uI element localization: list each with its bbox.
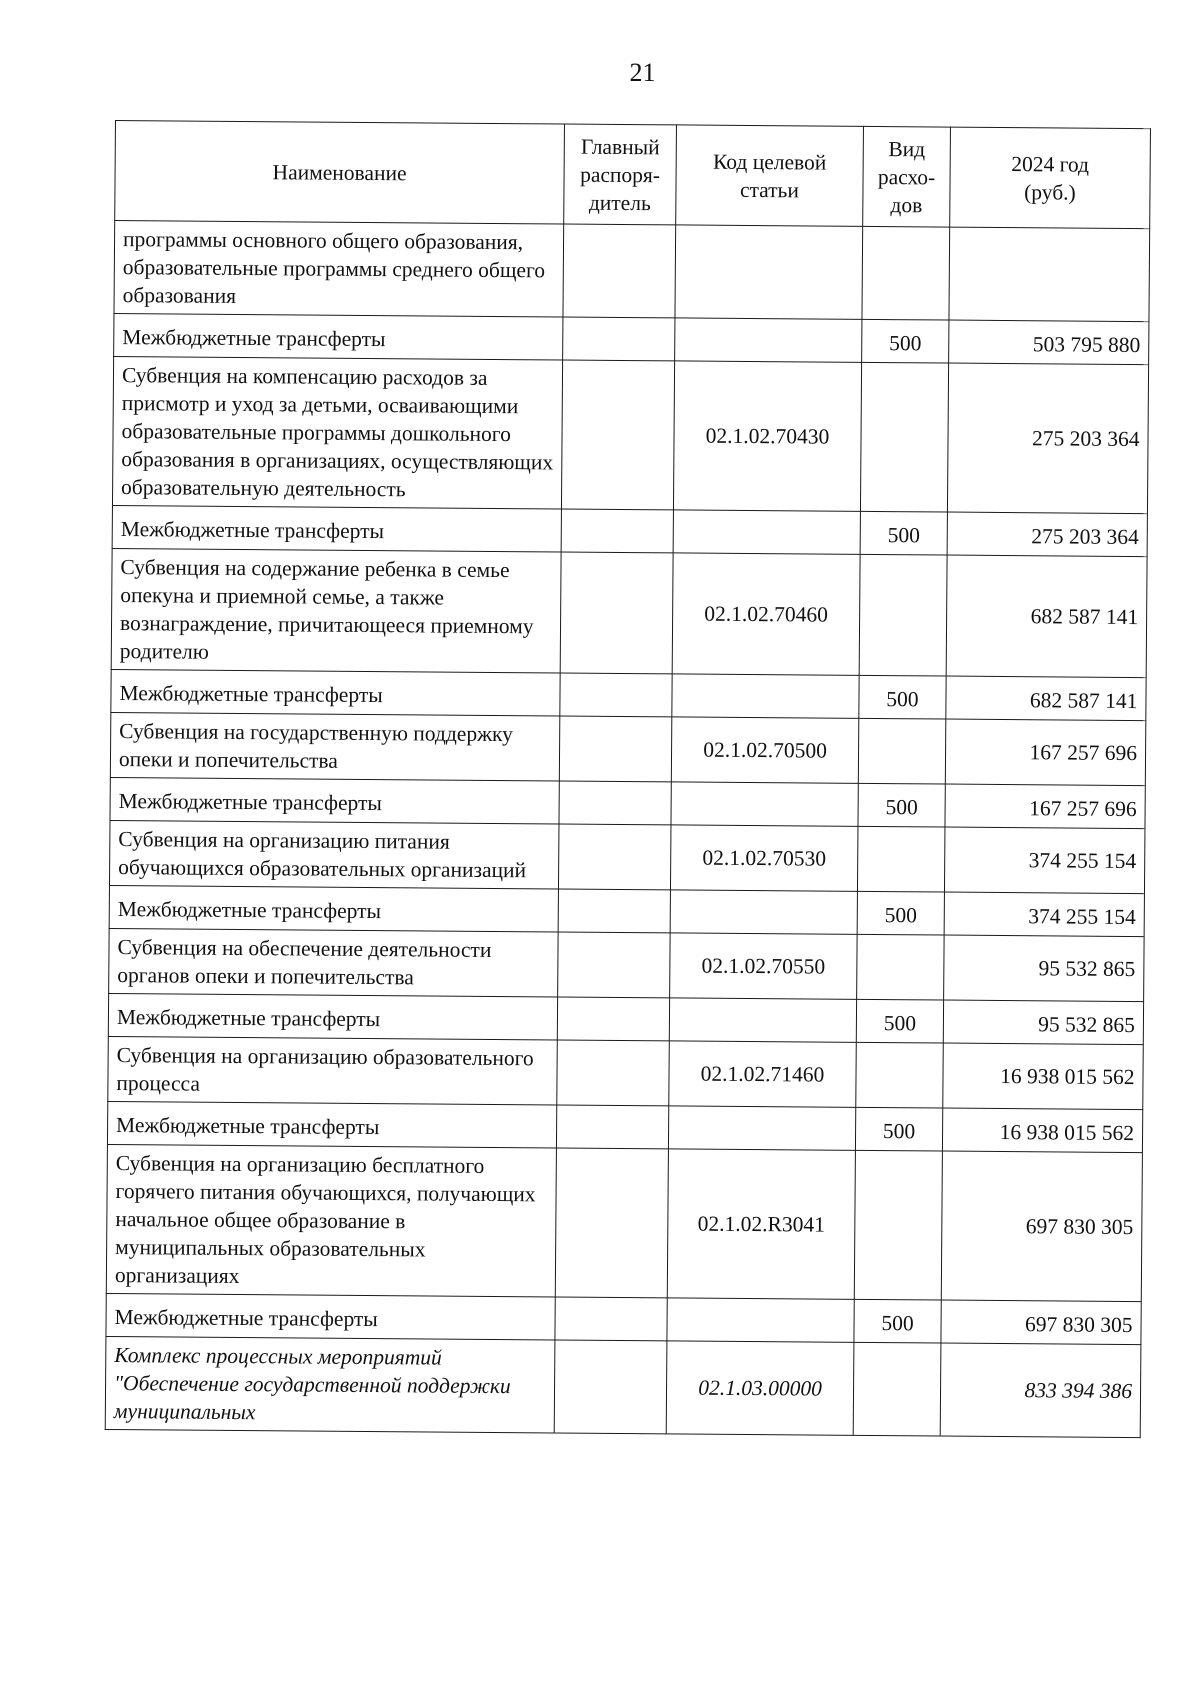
row-main-manager (557, 997, 669, 1041)
row-name: Межбюджетные трансферты (114, 313, 563, 360)
row-name: Межбюджетные трансферты (106, 1293, 555, 1340)
row-target-code: 02.1.02.70530 (670, 825, 858, 891)
row-amount: 95 532 865 (943, 1000, 1143, 1045)
row-target-code (675, 318, 862, 362)
header-year-sum-line: 2024 год (1011, 151, 1090, 177)
row-name: Субвенция на организацию бесплатного горячего питания обучающихся, получающих начальное общее образование в муниципальных образовательных организациях (106, 1144, 556, 1297)
row-target-code (668, 1106, 855, 1150)
row-main-manager (559, 716, 672, 782)
row-target-code (671, 782, 858, 826)
row-amount: 275 203 364 (947, 363, 1148, 514)
header-target-code-line: Код целевой (712, 149, 827, 175)
row-main-manager (554, 1340, 667, 1434)
row-name: Субвенция на обеспечение деятельности органов опеки и попечительства (109, 928, 558, 997)
header-year-sum-line: (руб.) (1024, 179, 1076, 205)
row-main-manager (561, 360, 674, 510)
row-name: Межбюджетные трансферты (107, 1101, 556, 1148)
table-row (110, 712, 1145, 785)
table-row (111, 548, 1147, 677)
row-name: Межбюджетные трансферты (108, 993, 557, 1040)
row-target-code (675, 225, 863, 319)
row-main-manager (558, 889, 670, 933)
row-target-code: 02.1.02.70500 (671, 717, 859, 783)
row-target-code: 02.1.02.70430 (673, 361, 861, 511)
row-target-code (673, 510, 860, 554)
row-expense-type: 500 (859, 675, 946, 719)
row-main-manager (561, 509, 673, 553)
table-row (109, 928, 1144, 1001)
row-expense-type (853, 1342, 941, 1436)
row-expense-type: 500 (855, 1107, 942, 1151)
row-target-code (670, 890, 857, 934)
row-name: Межбюджетные трансферты (112, 505, 561, 552)
row-expense-type (854, 1150, 942, 1300)
budget-table (105, 120, 1151, 1438)
header-name (115, 121, 565, 225)
row-expense-type (857, 934, 945, 1000)
header-expense-type-line: расхо- (877, 164, 936, 189)
row-amount: 167 257 696 (945, 784, 1145, 829)
row-name: Субвенция на организацию образовательного процесса (108, 1036, 557, 1105)
row-main-manager (555, 1297, 667, 1341)
table-body (105, 221, 1149, 1438)
header-year-sum (950, 127, 1151, 229)
row-amount: 16 938 015 562 (942, 1108, 1142, 1153)
row-main-manager (560, 673, 672, 717)
row-amount (949, 227, 1150, 322)
row-amount: 682 587 141 (946, 676, 1146, 721)
row-name: Субвенция на компенсацию расходов за присмотр и уход за детьми, осваивающими образовательные программы дошкольного образования в организациях, осуществляющих образовательную деятельность (112, 356, 562, 509)
row-target-code (669, 998, 856, 1042)
header-expense-type-line: Вид (888, 136, 926, 161)
row-target-code: 02.1.02.70550 (670, 933, 858, 999)
row-expense-type: 500 (854, 1299, 941, 1343)
table-row (106, 1144, 1142, 1301)
row-amount: 275 203 364 (947, 512, 1147, 557)
row-main-manager (558, 824, 671, 890)
row-expense-type (856, 1042, 944, 1108)
row-main-manager (563, 317, 675, 361)
table-row (108, 1036, 1143, 1109)
row-amount: 697 830 305 (941, 1151, 1142, 1302)
row-target-code (672, 674, 859, 718)
row-amount: 95 532 865 (944, 935, 1145, 1002)
row-main-manager (557, 1040, 670, 1106)
header-main-manager-line: распоря- (580, 162, 661, 187)
row-target-code: 02.1.02.R3041 (667, 1149, 855, 1299)
row-amount: 682 587 141 (946, 555, 1147, 678)
row-name: Межбюджетные трансферты (109, 885, 558, 932)
row-name: Субвенция на организацию питания обучающихся образовательных организаций (109, 820, 558, 889)
row-amount: 833 394 386 (940, 1343, 1141, 1438)
row-target-code (667, 1298, 854, 1342)
header-expense-type-line: дов (890, 192, 923, 217)
row-main-manager (555, 1148, 668, 1298)
row-amount: 697 830 305 (941, 1300, 1141, 1345)
row-expense-type: 500 (858, 783, 945, 827)
row-name: программы основного общего образования, образовательные программы среднего общего образования (114, 221, 564, 318)
row-main-manager (563, 224, 676, 318)
row-target-code: 02.1.02.70460 (672, 553, 860, 675)
page-number: 21 (629, 58, 656, 87)
row-expense-type: 500 (856, 999, 943, 1043)
row-name: Межбюджетные трансферты (110, 777, 559, 824)
row-target-code: 02.1.03.00000 (666, 1341, 854, 1435)
row-main-manager (556, 1105, 668, 1149)
row-main-manager (559, 781, 671, 825)
row-amount: 374 255 154 (944, 827, 1145, 894)
header-main-manager-line: Главный (580, 134, 660, 159)
table-row (109, 820, 1144, 893)
header-name-text: Наименование (272, 159, 407, 185)
table-row (112, 356, 1148, 513)
row-name: Субвенция на содержание ребенка в семье опекуна и приемной семье, а также вознаграждение, причитающееся приемному родителю (111, 548, 561, 673)
row-amount: 16 938 015 562 (943, 1043, 1144, 1110)
row-amount: 374 255 154 (944, 892, 1144, 937)
row-name: Комплекс процессных мероприятий "Обеспечение государственной поддержки муниципальных (105, 1336, 555, 1433)
row-main-manager (560, 552, 673, 674)
header-main-manager-line: дитель (588, 190, 651, 215)
header-main-manager (564, 124, 677, 225)
header-target-code (676, 125, 864, 226)
table-row (105, 1336, 1141, 1437)
table-row (114, 221, 1150, 322)
row-expense-type (862, 226, 950, 320)
row-name: Межбюджетные трансферты (111, 669, 560, 716)
row-target-code: 02.1.02.71460 (669, 1041, 857, 1107)
row-main-manager (558, 932, 671, 998)
row-amount: 503 795 880 (949, 320, 1149, 365)
row-amount: 167 257 696 (945, 719, 1146, 786)
row-name: Субвенция на государственную поддержку опеки и попечительства (110, 712, 559, 781)
row-expense-type: 500 (857, 891, 944, 935)
header-target-code-line: статьи (739, 177, 800, 202)
row-expense-type (858, 718, 946, 784)
table-header-row (115, 121, 1151, 229)
budget-table-wrapper (105, 120, 1150, 1438)
row-expense-type: 500 (860, 511, 947, 555)
row-expense-type (859, 554, 947, 676)
row-expense-type (857, 826, 945, 892)
row-expense-type (860, 362, 948, 512)
header-expense-type (863, 126, 951, 227)
row-expense-type: 500 (862, 319, 949, 363)
